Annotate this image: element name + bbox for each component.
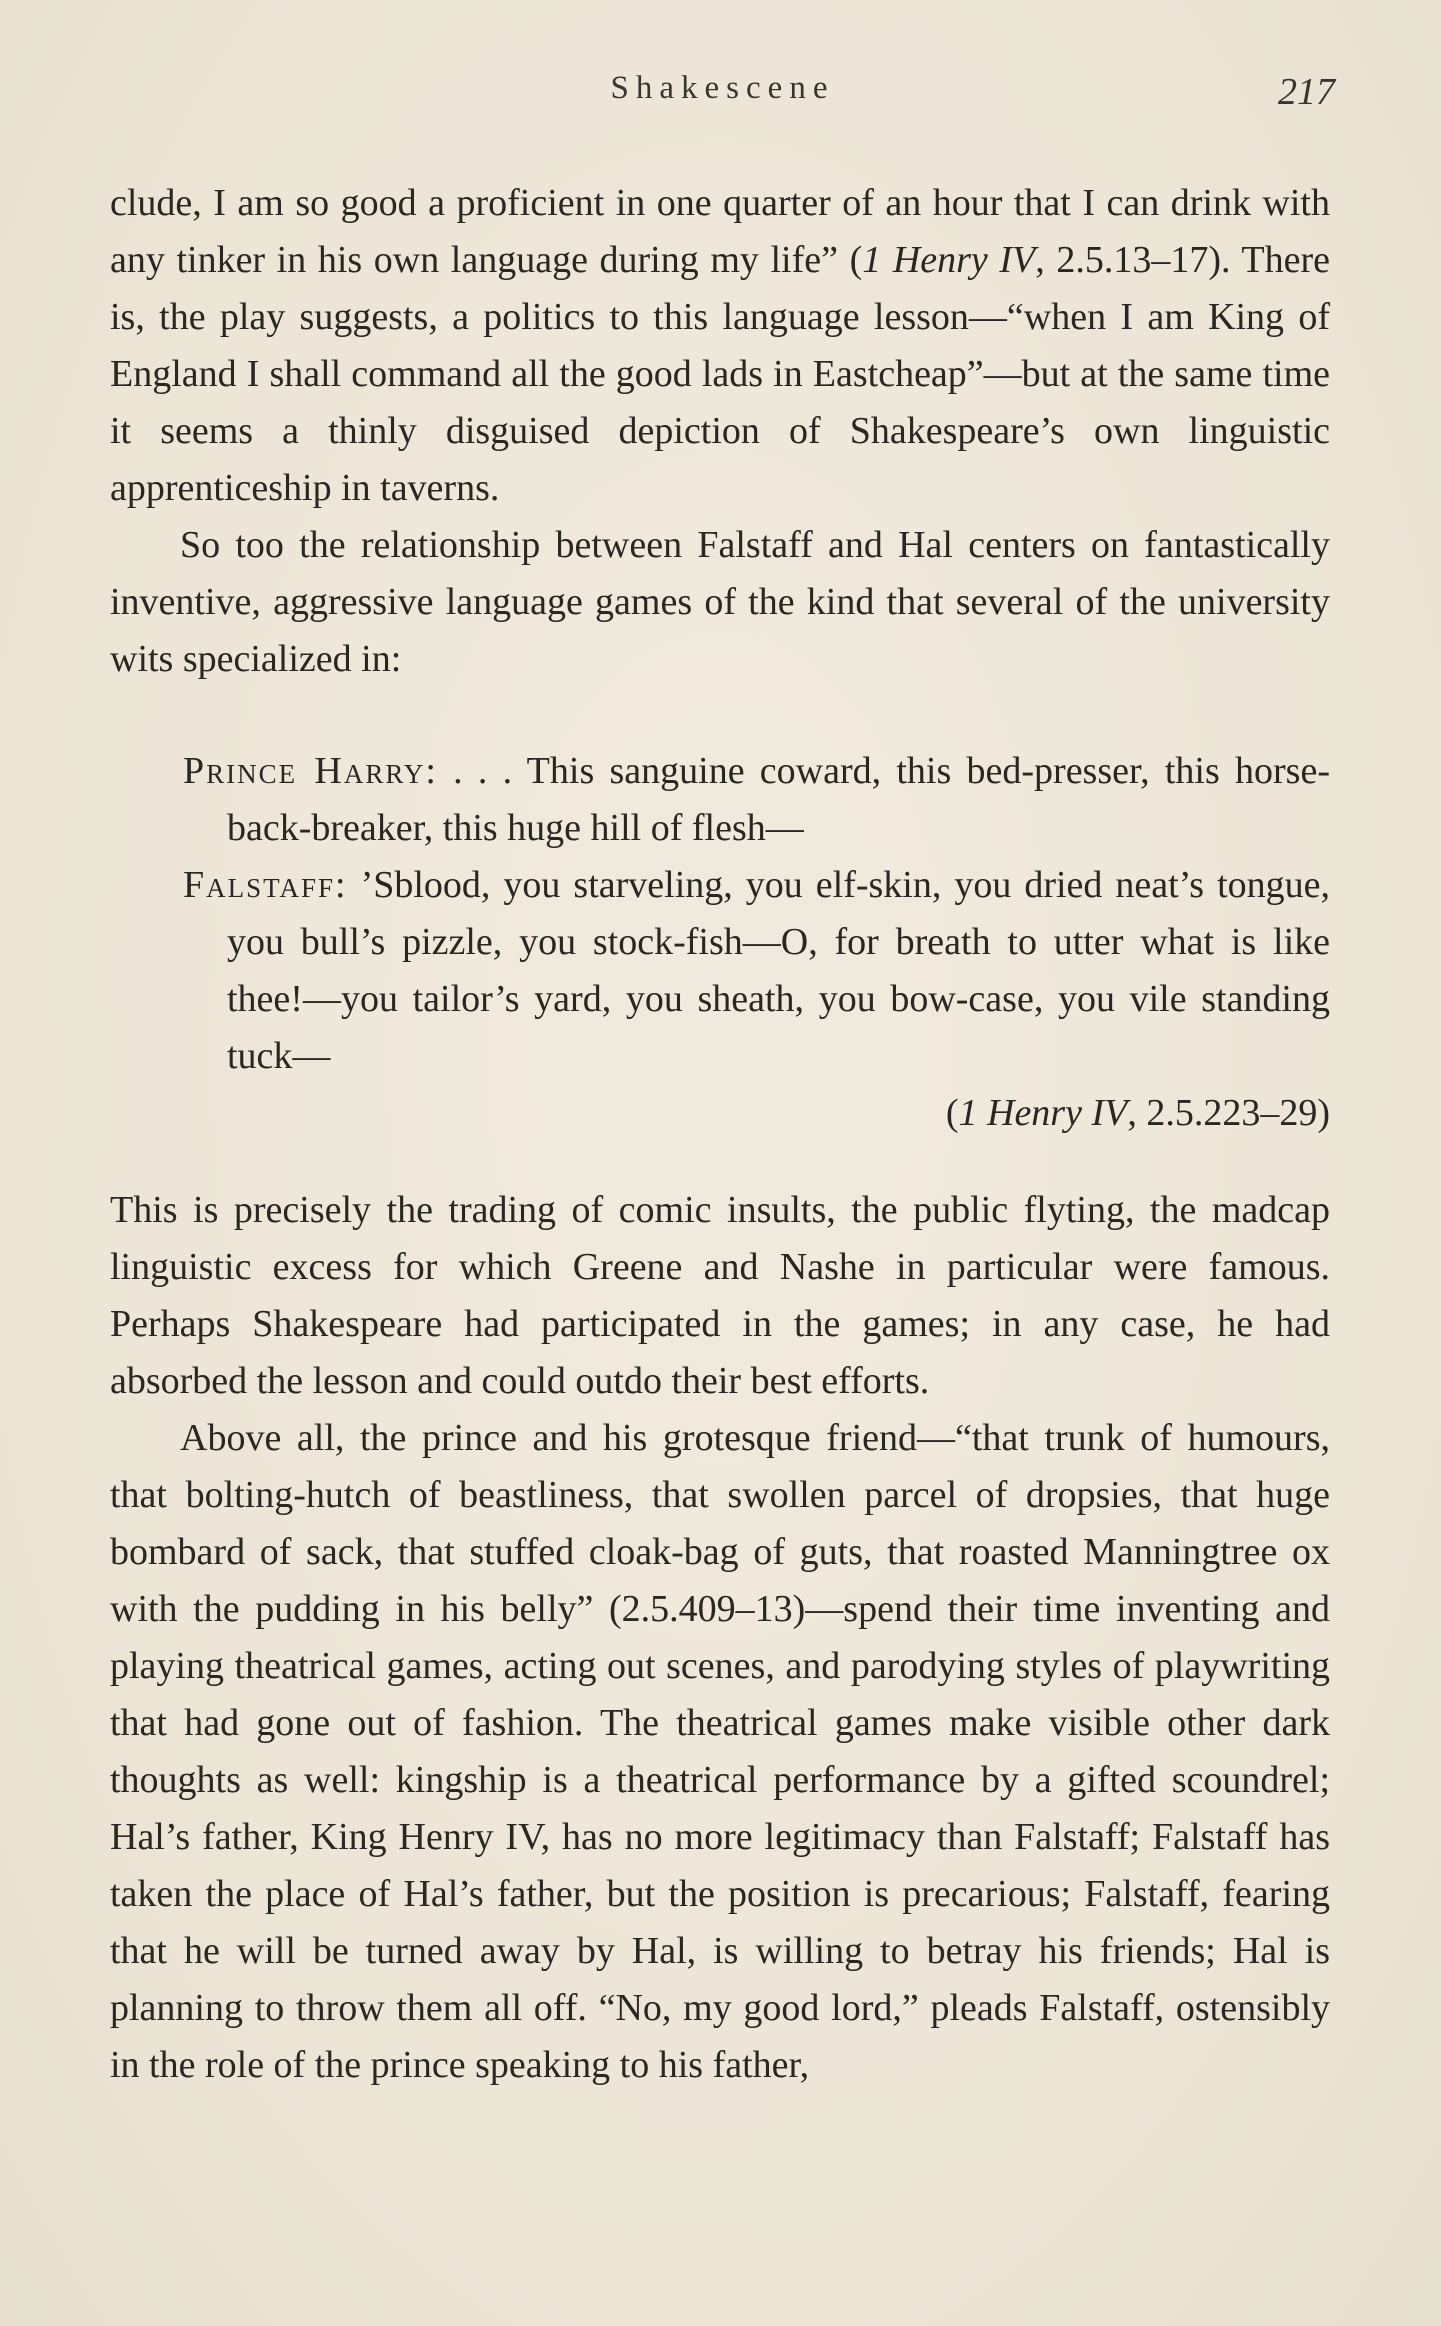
speaker-name: Falstaff: [183, 864, 348, 906]
paragraph-3: This is precisely the trading of comic insults, the public flyting, the madcap linguistic excess for which Greene and Nashe in particular were famous. Perhaps Shakespeare had participated in the games; in any case, he had absorbed the lesson and could outdo their best efforts. [110, 1189, 1330, 1402]
citation-reference: , 2.5.223–29) [1127, 1092, 1330, 1134]
page-header [110, 70, 1335, 118]
paragraph-4: Above all, the prince and his grotesque friend—“that trunk of humours, that bolting-hutch of beastliness, that swollen parcel of dropsies, that huge bombard of sack, that stuffed cloak-bag of guts, that roasted Manningtree ox with the pudding in his belly” (2.5.409–13)—spend their time inventing and playing theatrical games, acting out scenes, and parodying styles of playwriting that had gone out of fashion. The theatrical games make visible other dark thoughts as well: kingship is a theatrical performance by a gifted scoundrel; Hal’s father, King Henry IV, has no more legitimacy than Falstaff; Falstaff has taken the place of Hal’s father, but the position is precarious; Falstaff, fearing that he will be turned away by Hal, is willing to betray his friends; Hal is planning to throw them all off. “No, my good lord,” pleads Falstaff, ostensibly in the role of the prince speaking to his father, [110, 1417, 1330, 2086]
speech-text: . . . This sanguine coward, this bed-presser, this horse-back-breaker, this huge hill of flesh— [227, 750, 1330, 849]
citation-title: 1 Henry IV [958, 1092, 1128, 1134]
block-quote [183, 743, 1330, 1142]
speaker-name: Prince Harry: [183, 750, 438, 792]
paragraph-1-text: clude, I am so good a proficient in one quarter of an hour that I can drink with any tinker in his own language during my life” ( [110, 182, 1330, 281]
paragraph-2: So too the relationship between Falstaff and Hal centers on fantastically inventive, aggressive language games of the kind that several of the university wits specialized in: [110, 524, 1330, 680]
running-head: Shakescene [610, 70, 835, 106]
paragraph-1-continuation: , 2.5.13–17). There is, the play suggests, a politics to this language lesson—“when I am King of England I shall command all the good lads in Eastcheap”—but at the same time it seems a thinly disguised depiction of Shakespeare’s own linguistic apprenticeship in taverns. [110, 239, 1330, 509]
speech-text: ’Sblood, you starveling, you elf-skin, you dried neat’s tongue, you bull’s pizzle, you stock-fish—O, for breath to utter what is like thee!—you tailor’s yard, you sheath, you bow-case, you vile standing tuck— [227, 864, 1330, 1077]
paragraph-1 [110, 175, 1330, 517]
block-quote-citation [183, 1085, 1330, 1142]
page-number: 217 [1278, 71, 1335, 113]
body-text [110, 175, 1330, 2094]
speech-prince-harry [183, 743, 1330, 857]
citation-open: ( [945, 1092, 959, 1134]
speech-falstaff [183, 857, 1330, 1085]
citation-title: 1 Henry IV [862, 239, 1036, 281]
